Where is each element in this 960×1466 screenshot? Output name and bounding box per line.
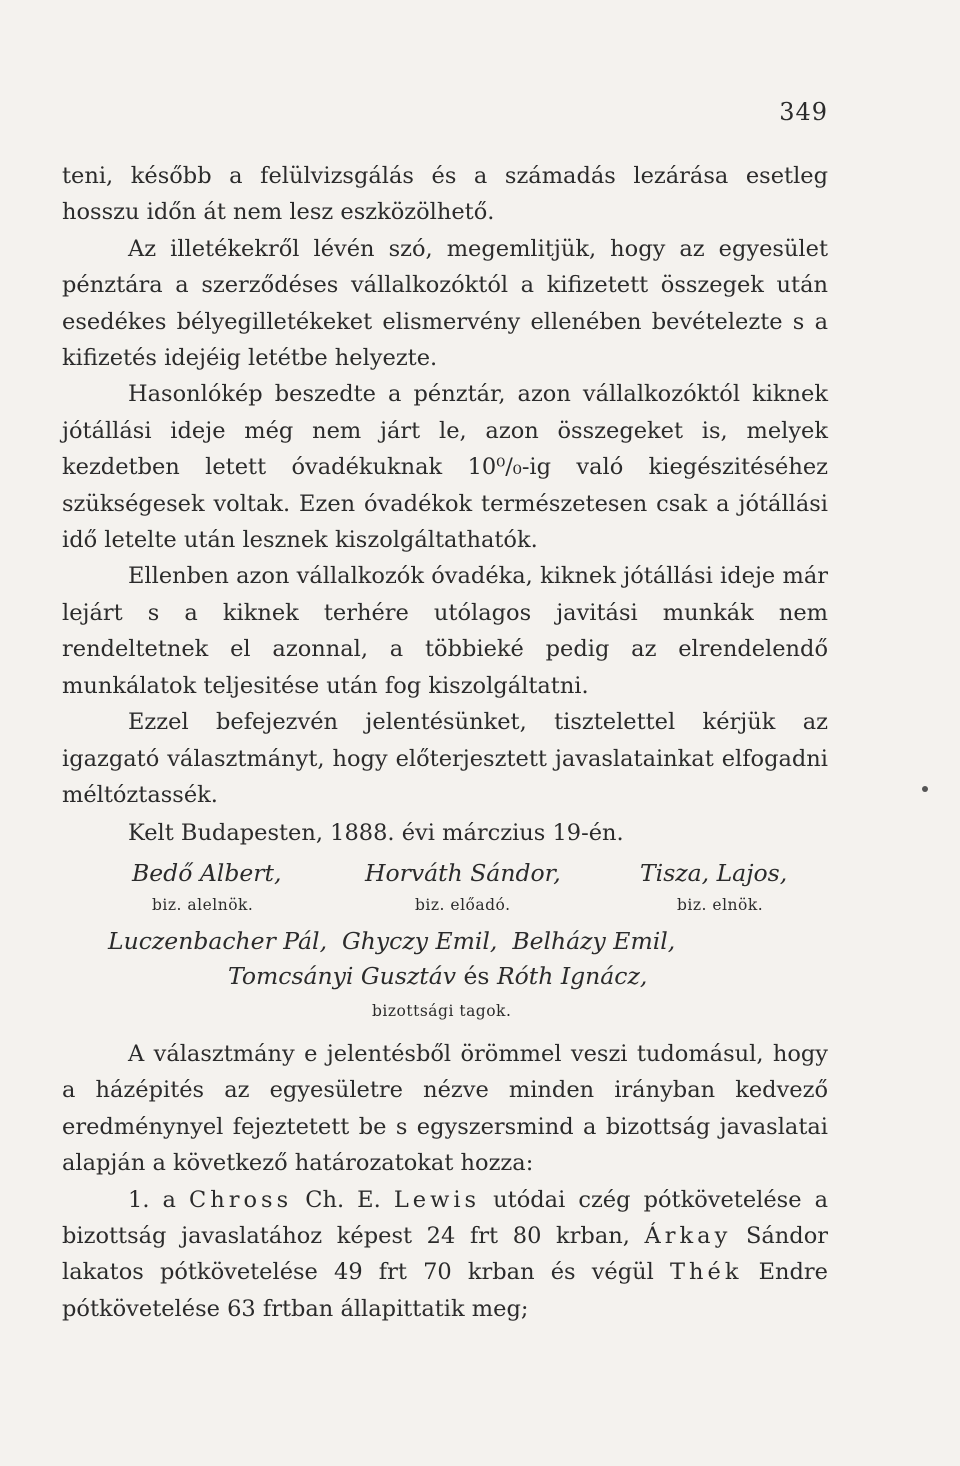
signature-roth: Róth Ignácz, <box>496 962 648 990</box>
item-1-text-e: Endre pótkövetelése 63 frtban állapittatik meg; <box>62 1259 828 1322</box>
signature-tomcsanyi: Tomcsányi Gusztáv <box>228 962 456 990</box>
date-line: Kelt Budapesten, 1888. évi márczius 19-én. <box>128 820 624 846</box>
signature-bedo: Bedő Albert, <box>132 859 282 887</box>
margin-mark <box>922 786 928 792</box>
paragraph-item-1 <box>62 1182 828 1328</box>
item-1-text-b: Ch. E. <box>305 1186 381 1213</box>
item-1-text-d: Sándor lakatos pótkövetelése 49 frt 70 krban és végül <box>62 1223 828 1286</box>
name-arkay: Árkay <box>644 1223 732 1250</box>
paragraph-closing: Ezzel befejezvén jelentésünket, tisztelettel kérjük az igazgató választmányt, hogy előterjesztett javaslatainkat elfogadni méltóztassék. <box>62 709 828 808</box>
name-thek: Thék <box>670 1259 743 1286</box>
paragraph-resolution: A választmány e jelentésből örömmel veszi tudomásul, hogy a házépités az egyesületre nézve minden irányban kedvező eredménynyel fejeztetett be s egyszersmind a bizottság javaslatai alapján a következő határozatokat hozza: <box>62 1041 828 1177</box>
role-committee-members: bizottsági tagok. <box>372 1002 512 1020</box>
item-1-text-a: 1. a <box>128 1186 176 1213</box>
item-1-text-c: utódai czég pótkövetelése a bizottság javaslatához képest 24 frt 80 krban, <box>62 1186 828 1250</box>
paragraph-treasury: Hasonlókép beszedte a pénztár, azon vállalkozóktól kiknek jótállási ideje még nem járt le, azon összegeket is, melyek kezdetben letett óvadékuknak 10⁰/₀-ig való kiegészitéséhez szükségesek voltak. Ezen óvadékok természetesen csak a jótállási idő letelte után lesznek kiszolgáltathatók. <box>62 381 828 554</box>
role-rapporteur: biz. előadó. <box>415 896 511 914</box>
signature-horvath: Horváth Sándor, <box>365 859 561 887</box>
signature-conjunction: és <box>463 962 490 990</box>
role-vice-chair: biz. alelnök. <box>152 896 254 914</box>
signature-row-members: Luczenbacher Pál, Ghyczy Emil, Belházy Emil, <box>108 927 676 955</box>
signature-row-final <box>228 961 647 991</box>
name-chross: Chross <box>189 1186 293 1213</box>
page-number: 349 <box>779 98 828 126</box>
role-chair: biz. elnök. <box>677 896 764 914</box>
name-lewis: Lewis <box>393 1186 481 1213</box>
paragraph-deposits: Ellenben azon vállalkozók óvadéka, kiknek jótállási ideje már lejárt s a kiknek terhére utólagos javitási munkák nem rendeltetnek el azonnal, a többieké pedig az elrendelendő munkálatok teljesitése után fog kiszolgáltatni. <box>62 563 828 699</box>
paragraph-continuation: teni, később a felülvizsgálás és a számadás lezárása esetleg hosszu időn át nem lesz eszközölhető. <box>62 163 828 226</box>
paragraph-fees: Az illetékekről lévén szó, megemlitjük, hogy az egyesület pénztára a szerződéses vállalkozóktól a kifizetett összegek után esedékes bélyegilletékeket elismervény ellenében bevételezte s a kifizetés idejéig letétbe helyezte. <box>62 235 828 372</box>
signature-tisza: Tisza, Lajos, <box>640 859 788 887</box>
report-text <box>62 158 828 813</box>
resolution-text <box>62 1036 828 1327</box>
